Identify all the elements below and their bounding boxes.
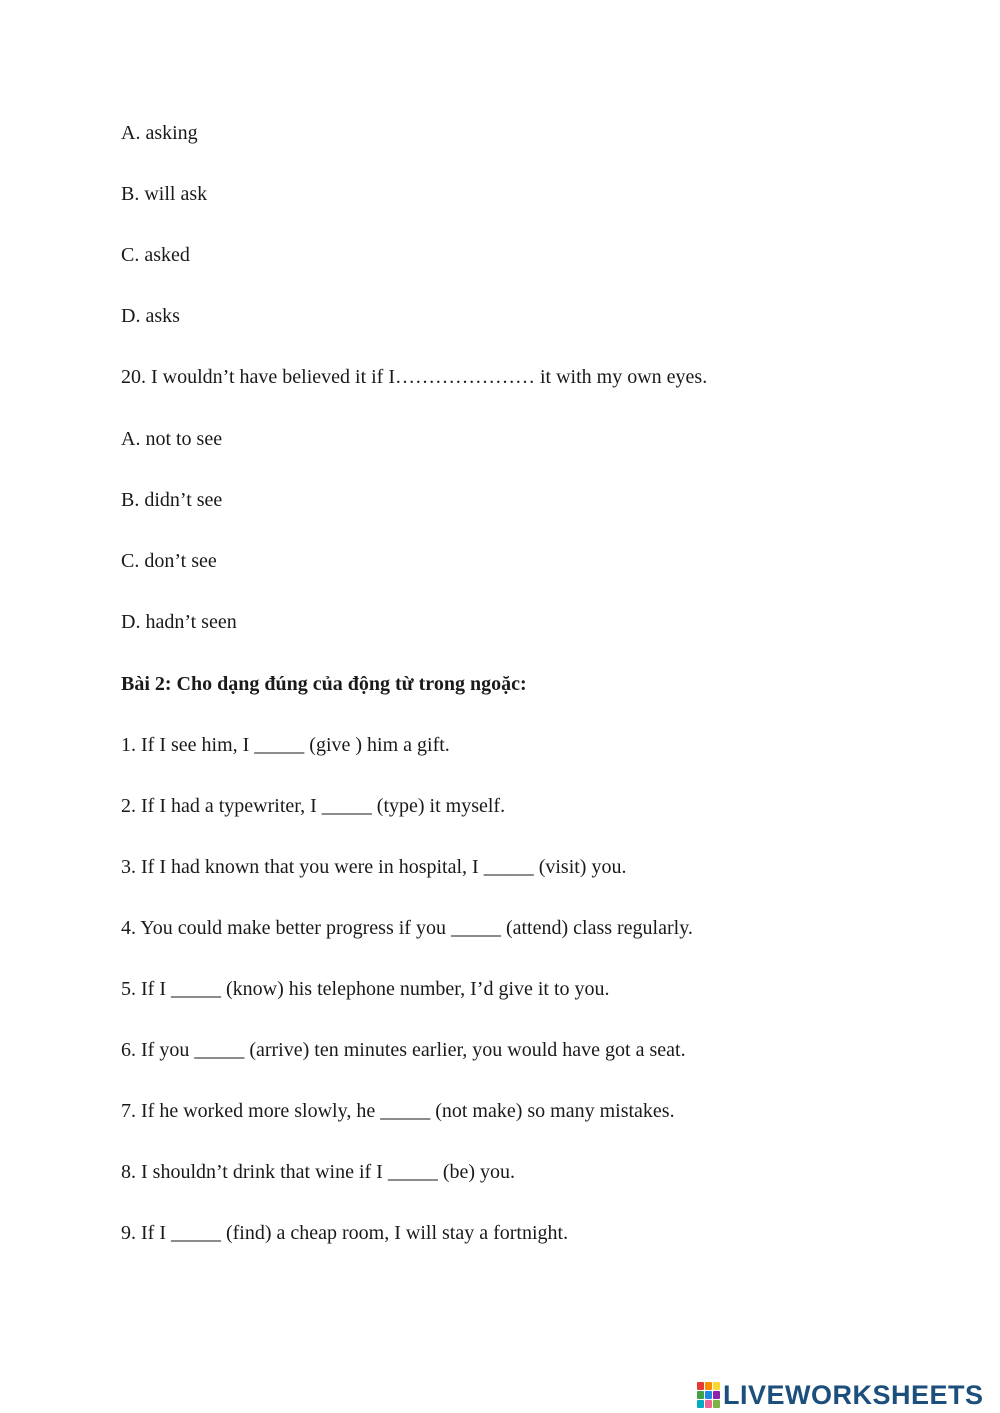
q19-option-c: C. asked — [121, 244, 190, 266]
exercise-2-item: 4. You could make better progress if you _____ (attend) class regularly. — [121, 917, 693, 939]
exercise-2-item: 8. I shouldn’t drink that wine if I _____ (be) you. — [121, 1161, 516, 1183]
exercise-2-item: 3. If I had known that you were in hospital, I _____ (visit) you. — [121, 856, 627, 878]
exercise-2-item: 2. If I had a typewriter, I _____ (type) it myself. — [121, 795, 506, 817]
q19-option-d: D. asks — [121, 305, 180, 327]
exercise-2-item: 9. If I _____ (find) a cheap room, I will stay a fortnight. — [121, 1222, 569, 1244]
liveworksheets-logo-icon — [697, 1382, 719, 1408]
liveworksheets-watermark[interactable] — [697, 1378, 984, 1412]
q20-option-c: C. don’t see — [121, 550, 217, 572]
q20-stem: 20. I wouldn’t have believed it if I………………… it with my own eyes. — [121, 366, 708, 388]
exercise-2-item: 5. If I _____ (know) his telephone number, I’d give it to you. — [121, 978, 610, 1000]
exercise-2-item: 6. If you _____ (arrive) ten minutes earlier, you would have got a seat. — [121, 1039, 686, 1061]
exercise-2-item: 1. If I see him, I _____ (give ) him a gift. — [121, 734, 450, 756]
q20-option-d: D. hadn’t seen — [121, 611, 237, 633]
exercise-2-heading: Bài 2: Cho dạng đúng của động từ trong ngoặc: — [121, 673, 527, 695]
q20-option-b: B. didn’t see — [121, 489, 223, 511]
q19-option-b: B. will ask — [121, 183, 208, 205]
liveworksheets-wordmark: LIVEWORKSHEETS — [723, 1379, 984, 1410]
q19-option-a: A. asking — [121, 122, 198, 144]
exercise-2-item: 7. If he worked more slowly, he _____ (not make) so many mistakes. — [121, 1100, 675, 1122]
q20-option-a: A. not to see — [121, 428, 223, 450]
